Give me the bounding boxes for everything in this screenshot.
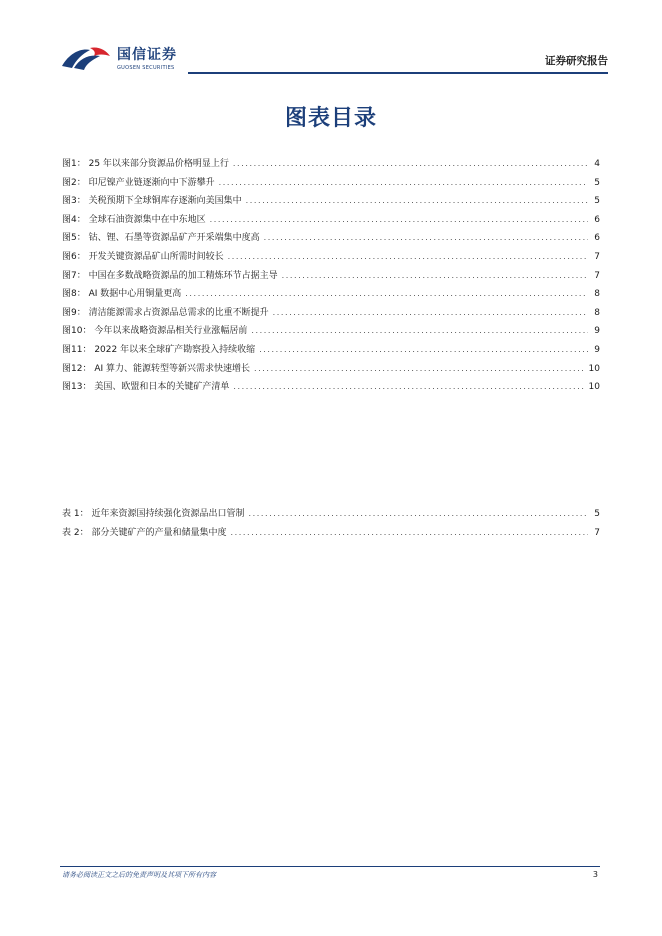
toc-entry-label: 图10： 今年以来战略资源品相关行业涨幅居前 (62, 326, 248, 337)
toc-entry-page: 7 (594, 270, 600, 281)
toc-entry-label: 图9： 清洁能源需求占资源品总需求的比重不断提升 (62, 307, 269, 318)
toc-entry-page: 10 (588, 363, 600, 374)
toc-entry-page: 5 (594, 177, 600, 188)
toc-entry[interactable] (62, 304, 600, 323)
toc-leader-dots (246, 192, 588, 211)
toc-entry-label: 图8： AI 数据中心用铜量更高 (62, 289, 182, 300)
toc-leader-dots (185, 285, 588, 304)
toc-entry[interactable] (62, 229, 600, 248)
header-divider (188, 72, 608, 74)
toc-entry-page: 7 (594, 251, 600, 262)
report-type-label: 证券研究报告 (545, 55, 608, 67)
toc-entry-page: 8 (594, 289, 600, 300)
toc-leader-dots (273, 304, 588, 323)
toc-leader-dots (228, 248, 588, 267)
toc-entry-label: 图6： 开发关键资源品矿山所需时间较长 (62, 251, 224, 262)
toc-entry-label: 图2： 印尼镍产业链逐渐向中下游攀升 (62, 177, 215, 188)
toc-entry-label: 图5： 钴、锂、石墨等资源品矿产开采端集中度高 (62, 233, 260, 244)
toc-leader-dots (233, 155, 588, 174)
toc-entry-label: 表 2： 部分关键矿产的产量和储量集中度 (62, 527, 227, 538)
logo-english-name: GUOSEN SECURITIES (117, 65, 175, 71)
toc-entry-page: 5 (594, 509, 600, 519)
toc-entry-page: 9 (594, 326, 600, 337)
toc-entry[interactable] (62, 322, 600, 341)
toc-leader-dots (259, 341, 588, 360)
toc-leader-dots (210, 211, 588, 230)
page-header (60, 40, 608, 76)
toc-leader-dots (254, 360, 585, 379)
table-list (62, 505, 600, 542)
toc-entry[interactable] (62, 341, 600, 360)
toc-entry-page: 9 (594, 344, 600, 355)
toc-entry[interactable] (62, 285, 600, 304)
toc-entry-page: 10 (588, 382, 600, 393)
toc-entry-page: 7 (594, 527, 600, 538)
toc-entry-page: 8 (594, 307, 600, 318)
toc-entry[interactable] (62, 155, 600, 174)
toc-entry[interactable] (62, 505, 600, 524)
toc-entry[interactable] (62, 211, 600, 230)
footer-divider (60, 866, 600, 867)
toc-entry[interactable] (62, 174, 600, 193)
footer-page-number: 3 (592, 870, 598, 879)
toc-leader-dots (230, 524, 588, 543)
toc-leader-dots (248, 505, 588, 524)
toc-entry-page: 6 (594, 233, 600, 244)
toc-entry-label: 表 1： 近年来资源国持续强化资源品出口管制 (62, 509, 245, 519)
toc-entry-page: 5 (594, 196, 600, 207)
toc-entry-label: 图12： AI 算力、能源转型等新兴需求快速增长 (62, 363, 250, 374)
toc-leader-dots (219, 174, 588, 193)
toc-entry-page: 4 (594, 159, 600, 169)
toc-entry-label: 图13： 美国、欧盟和日本的关键矿产清单 (62, 382, 230, 393)
company-logo (60, 40, 200, 76)
guosen-logo-icon (60, 46, 112, 72)
toc-leader-dots (264, 229, 588, 248)
logo-chinese-name: 国信证券 (117, 47, 177, 63)
toc-entry[interactable] (62, 360, 600, 379)
toc-entry-label: 图4： 全球石油资源集中在中东地区 (62, 214, 206, 225)
toc-entry-label: 图1： 25 年以来部分资源品价格明显上行 (62, 159, 229, 169)
toc-leader-dots (282, 267, 588, 286)
toc-entry[interactable] (62, 248, 600, 267)
toc-leader-dots (233, 378, 584, 397)
toc-entry-label: 图7： 中国在多数战略资源品的加工精炼环节占据主导 (62, 270, 278, 281)
toc-entry[interactable] (62, 524, 600, 543)
figure-list (62, 155, 600, 397)
footer-disclaimer: 请务必阅读正文之后的免责声明及其项下所有内容 (62, 871, 216, 879)
toc-entry[interactable] (62, 192, 600, 211)
toc-entry-label: 图11： 2022 年以来全球矿产勘察投入持续收缩 (62, 344, 256, 355)
toc-entry[interactable] (62, 378, 600, 397)
toc-entry-page: 6 (594, 214, 600, 225)
toc-entry[interactable] (62, 267, 600, 286)
toc-title: 图表目录 (284, 106, 377, 131)
toc-entry-label: 图3： 关税预期下全球铜库存逐渐向美国集中 (62, 196, 242, 207)
toc-leader-dots (251, 322, 588, 341)
